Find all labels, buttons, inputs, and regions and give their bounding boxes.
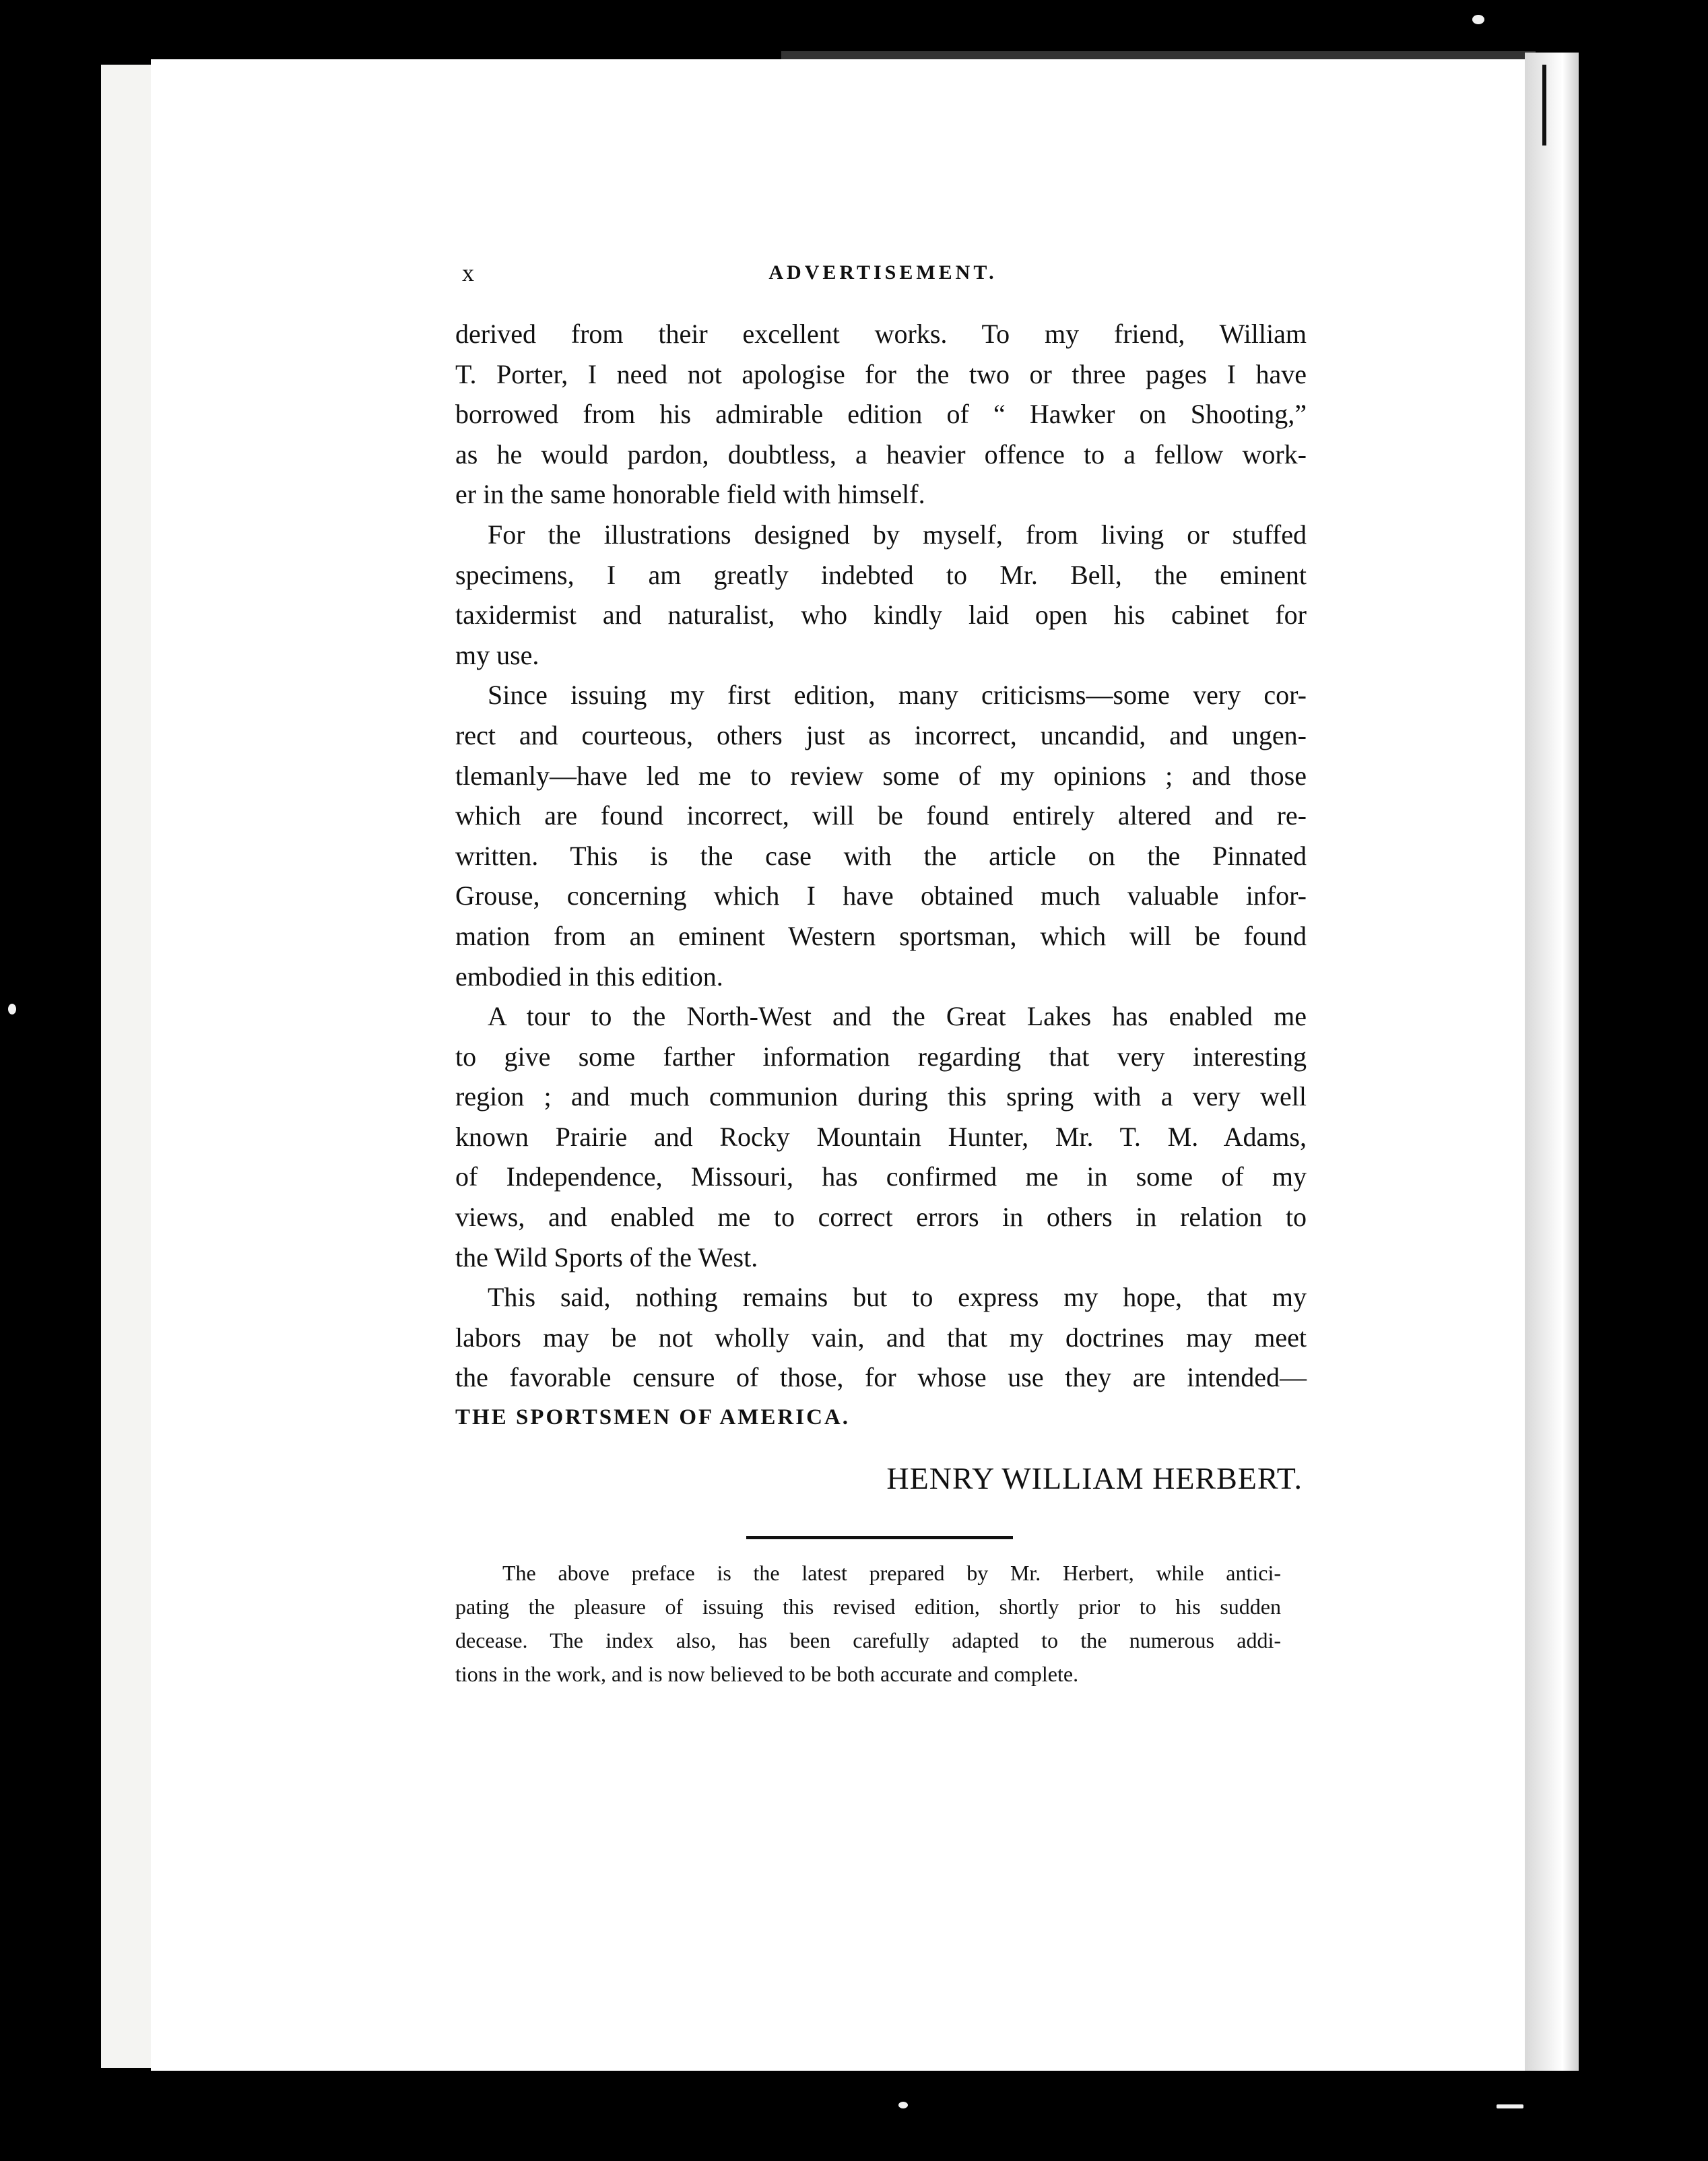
page-header bbox=[462, 259, 1304, 299]
text-line: views, and enabled me to correct errors in others in relation to bbox=[455, 1202, 1307, 1233]
text-line: my use. bbox=[455, 639, 539, 670]
text-line: as he would pardon, doubtless, a heavier offence to a fellow work- bbox=[455, 439, 1307, 470]
text-line: which are found incorrect, will be found entirely altered and re- bbox=[455, 800, 1307, 831]
text-line: mation from an eminent Western sportsman, which will be found bbox=[455, 920, 1307, 951]
page-number: x bbox=[462, 259, 474, 286]
author-signature: HENRY WILLIAM HERBERT. bbox=[886, 1461, 1303, 1495]
text-line: embodied in this edition. bbox=[455, 961, 723, 992]
footnote-line: tions in the work, and is now believed to be both accurate and complete. bbox=[455, 1662, 1079, 1686]
text-line: written. This is the case with the article on the Pinnated bbox=[455, 840, 1307, 871]
text-line: to give some farther information regarding that very interesting bbox=[455, 1041, 1307, 1072]
footnote-line: pating the pleasure of issuing this revised edition, shortly prior to his sudden bbox=[455, 1594, 1281, 1619]
text-line: rect and courteous, others just as incorrect, uncandid, and ungen- bbox=[455, 719, 1307, 750]
dedication-line: THE SPORTSMEN OF AMERICA. bbox=[455, 1405, 851, 1430]
text-line: taxidermist and naturalist, who kindly laid open his cabinet for bbox=[455, 600, 1307, 631]
text-line: derived from their excellent works. To my friend, William bbox=[455, 319, 1307, 349]
text-line: Since issuing my first edition, many criticisms—some very cor- bbox=[488, 680, 1307, 711]
text-line: er in the same honorable field with himself. bbox=[455, 479, 925, 510]
text-line: specimens, I am greatly indebted to Mr. Bell, the eminent bbox=[455, 559, 1307, 590]
binding-mark bbox=[1542, 65, 1546, 146]
text-line: region ; and much communion during this spring with a very well bbox=[455, 1081, 1307, 1112]
text-line: known Prairie and Rocky Mountain Hunter, Mr. T. M. Adams, bbox=[455, 1121, 1307, 1152]
running-head: ADVERTISEMENT. bbox=[768, 261, 997, 284]
text-line: For the illustrations designed by myself, from living or stuffed bbox=[488, 519, 1307, 550]
preface-text bbox=[455, 314, 1307, 1438]
text-line: A tour to the North-West and the Great Lakes has enabled me bbox=[488, 1001, 1307, 1032]
footnote bbox=[455, 1556, 1281, 1691]
text-line: tlemanly—have led me to review some of my opinions ; and those bbox=[455, 760, 1307, 791]
text-line: T. Porter, I need not apologise for the two or three pages I have bbox=[455, 358, 1307, 389]
text-line: of Independence, Missouri, has confirmed me in some of my bbox=[455, 1161, 1307, 1192]
text-line: labors may be not wholly vain, and that my doctrines may meet bbox=[455, 1322, 1307, 1353]
page-binding-shadow bbox=[1525, 53, 1579, 2071]
footnote-line: The above preface is the latest prepared by Mr. Herbert, while antici- bbox=[502, 1561, 1281, 1585]
text-line: Grouse, concerning which I have obtained much valuable infor- bbox=[455, 880, 1307, 911]
text-line: the favorable censure of those, for whose use they are intended— bbox=[455, 1362, 1307, 1393]
text-line: borrowed from his admirable edition of “ Hawker on Shooting,” bbox=[455, 399, 1307, 430]
footnote-line: decease. The index also, has been carefully adapted to the numerous addi- bbox=[455, 1628, 1281, 1652]
text-line: This said, nothing remains but to express my hope, that my bbox=[488, 1282, 1307, 1313]
text-line: the Wild Sports of the West. bbox=[455, 1241, 758, 1272]
divider-rule bbox=[746, 1536, 1013, 1539]
